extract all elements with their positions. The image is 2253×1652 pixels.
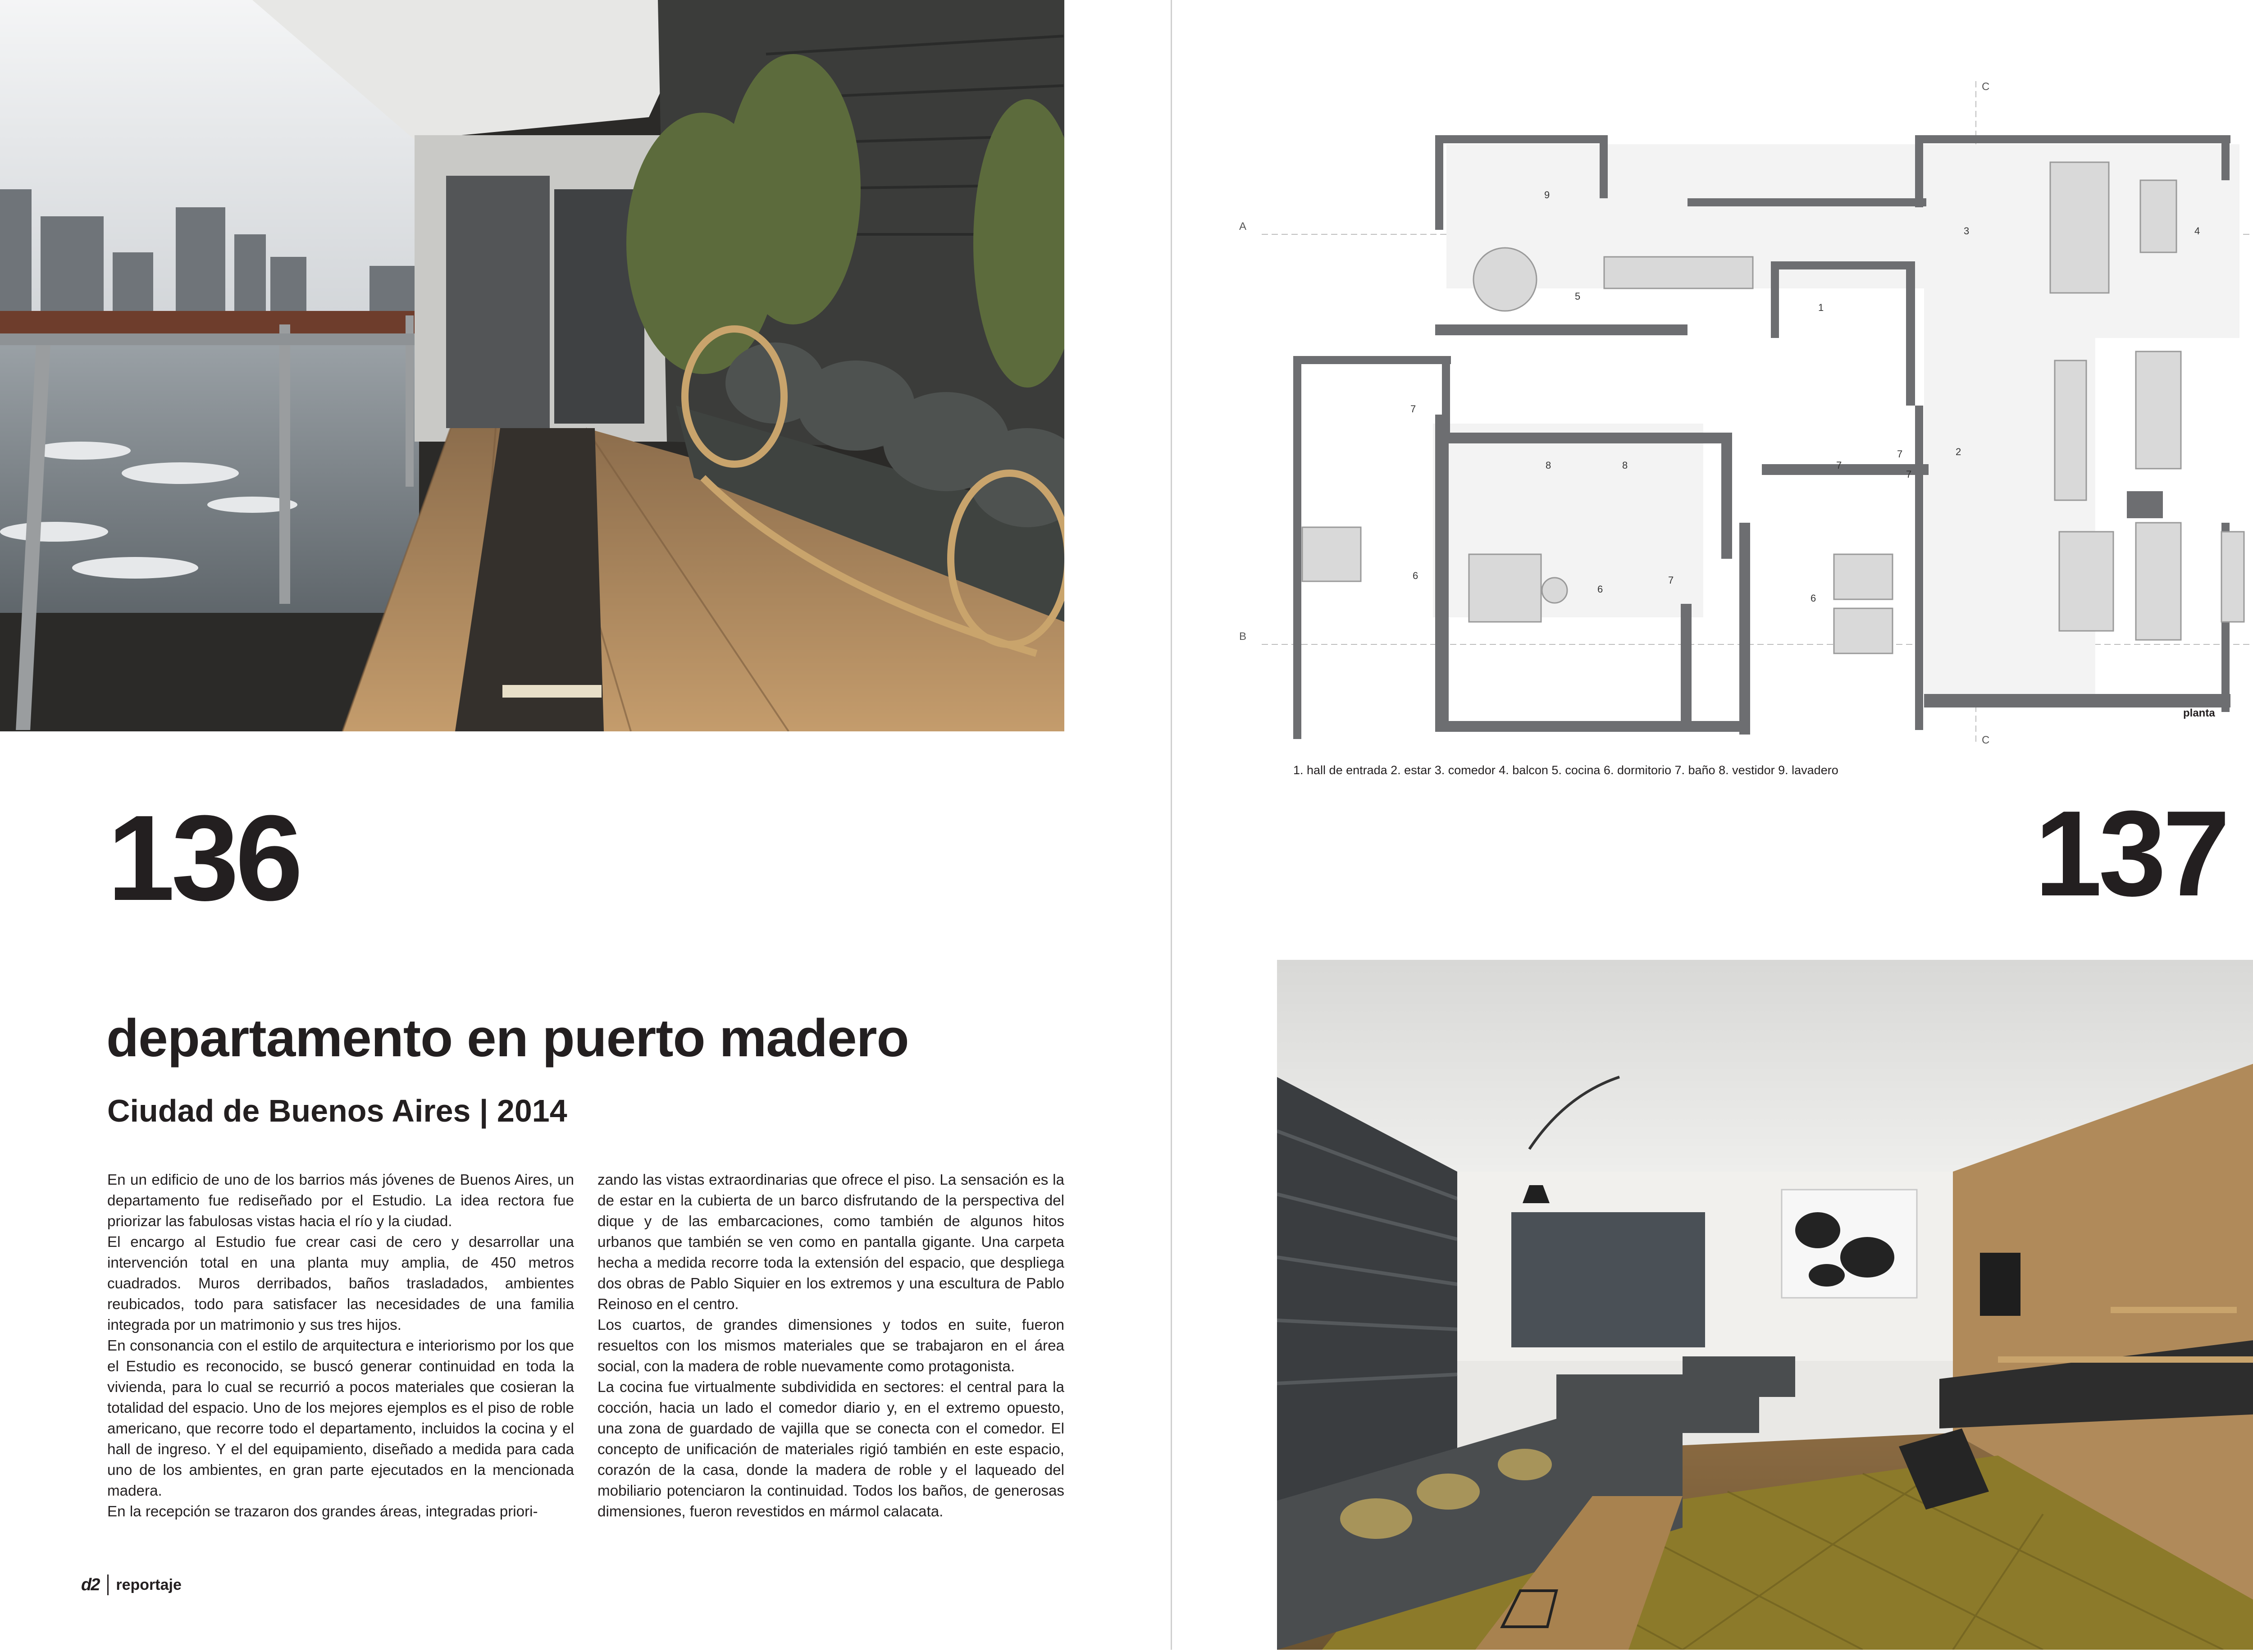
- room-number: 6: [1811, 593, 1816, 604]
- body-paragraph: Los cuartos, de grandes dimensiones y todos en suite, fueron resueltos con los mismos materiales que se trabajaron en el área social, con la madera de roble nuevamente como protagonista.: [597, 1317, 1064, 1375]
- body-paragraph: El encargo al Estudio fue crear casi de cero y desarrollar una intervención total en una planta muy amplia, de 450 metros cuadrados. Muros derribados, baños trasladados, ambientes reubicados, todo para satisfacer las necesidades de una familia integrada por un matrimonio y sus tres hijos.: [107, 1234, 574, 1333]
- body-paragraph: En la recepción se trazaron dos grandes áreas, integradas priori-: [107, 1503, 538, 1520]
- room-number: 1: [1818, 302, 1824, 313]
- footer-divider: [107, 1574, 109, 1595]
- body-column-2: [597, 1170, 1064, 1522]
- room-number: 7: [1836, 460, 1842, 471]
- body-paragraph: En un edificio de uno de los barrios más jóvenes de Buenos Aires, un departamento fue rediseñado por el Estudio. La idea rectora fue priorizar las fabulosas vistas hacia el río y la ciudad.: [107, 1172, 574, 1230]
- plan-legend: 1. hall de entrada 2. estar 3. comedor 4. balcon 5. cocina 6. dormitorio 7. baño 8. vestidor 9. lavadero: [1293, 763, 1838, 777]
- article-title: departamento en puerto madero: [106, 1009, 909, 1068]
- room-number: 4: [2194, 225, 2200, 237]
- room-number: 5: [1575, 291, 1581, 302]
- body-column-1: [107, 1170, 574, 1522]
- room-number: 7: [1906, 469, 1912, 480]
- room-number: 9: [1544, 189, 1550, 201]
- section-mark: C: [1982, 81, 1990, 93]
- section-mark: A: [1239, 220, 1247, 233]
- page-spine: [1171, 0, 1172, 1650]
- living-room-photo: [1277, 960, 2253, 1650]
- article-subtitle: Ciudad de Buenos Aires | 2014: [107, 1093, 567, 1128]
- plan-label: planta: [2183, 707, 2215, 719]
- body-paragraph: En consonancia con el estilo de arquitectura e interiorismo por los que el Estudio es reconocido, se buscó generar continuidad en toda la vivienda, para lo cual se recurrió a pocos materiales que cosieran la totalidad del espacio. Uno de los mejores ejemplos es el piso de roble americano, que recorre todo el departamento, incluidos la cocina y el hall de ingreso. Y el del equipamiento, diseñado a medida para cada uno de los ambientes, en gran parte ejecutados en la mencionada madera.: [107, 1337, 574, 1499]
- room-number: 2: [1956, 446, 1961, 457]
- magazine-logo: d2: [81, 1575, 100, 1594]
- room-number: 6: [1597, 584, 1603, 595]
- section-mark: B: [1239, 630, 1247, 643]
- room-number: 8: [1622, 460, 1628, 471]
- room-number: 7: [1668, 575, 1674, 586]
- room-number: 8: [1546, 460, 1551, 471]
- room-number: 3: [1964, 225, 1970, 237]
- balcony-photo: [0, 0, 1064, 731]
- floor-plan: [1230, 72, 2253, 766]
- room-number: 7: [1410, 403, 1416, 415]
- page-number: 136: [107, 790, 300, 926]
- body-paragraph: La cocina fue virtualmente subdividida en sectores: el central para la cocción, hacia un lado el comedor diario y, en el extremo opuesto, una zona de guardado de vajilla que se conecta con el comedor. El concepto de unificación de materiales rigió también en este espacio, corazón de la casa, donde la madera de roble y el laqueado del mobiliario potenciaron la continuidad. Todos los baños, de generosas dimensiones, fueron revestidos en mármol calacata.: [597, 1379, 1064, 1520]
- body-paragraph: zando las vistas extraordinarias que ofrece el piso. La sensación es la de estar en la cubierta de un barco disfrutando de la perspectiva del dique y de las embarcaciones, como también de algunos hitos urbanos que también se ven como en pantalla gigante. Una carpeta hecha a medida recorre toda la extensión del espacio, que despliega dos obras de Pablo Siquier en los extremos y una escultura de Pablo Reinoso en el centro.: [597, 1172, 1064, 1313]
- room-number: 7: [1897, 448, 1903, 460]
- room-number: 6: [1413, 570, 1418, 581]
- section-label: reportaje: [116, 1576, 182, 1593]
- page-footer: [81, 1574, 182, 1596]
- page-number: 137: [2034, 786, 2227, 922]
- section-mark: C: [1982, 734, 1990, 746]
